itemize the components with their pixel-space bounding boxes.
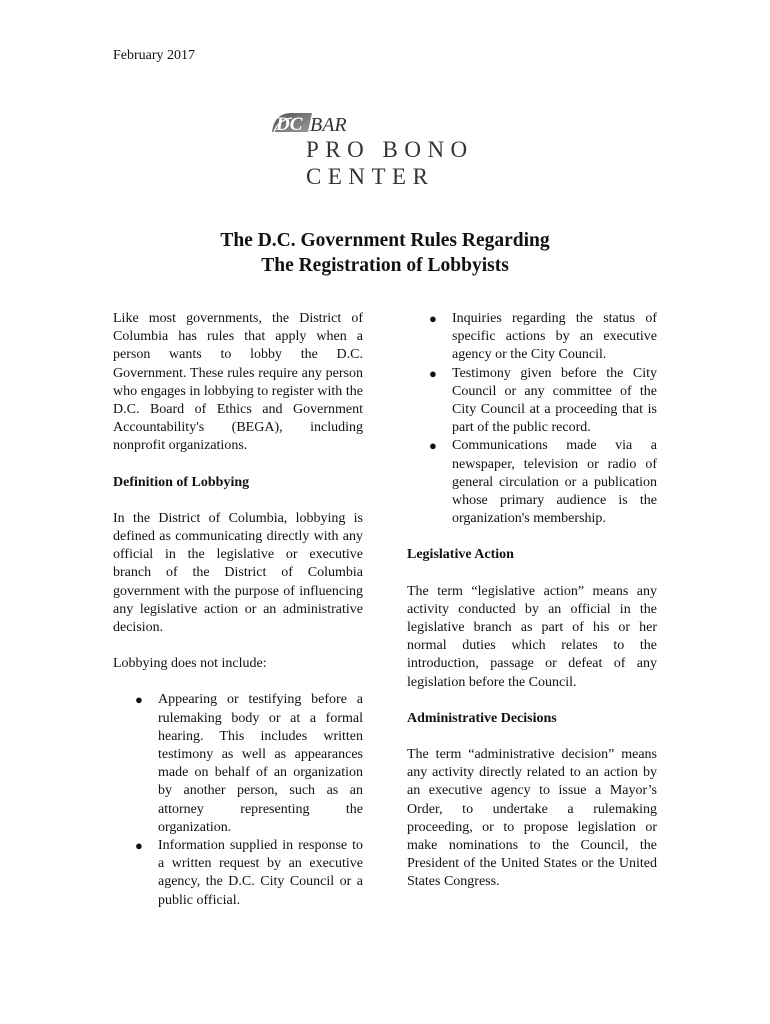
legislative-action-heading: Legislative Action bbox=[407, 547, 514, 563]
document-date: February 2017 bbox=[113, 48, 196, 63]
legislative-action-paragraph: The term “legislative action” means any activity conducted by an official in the legislative branch as part of his or her normal duties which relates to the introduction, passage or defeat of any legislation before the Council. bbox=[407, 583, 657, 690]
logo-line1: PRO BONO bbox=[306, 137, 474, 162]
definition-heading: Definition of Lobbying bbox=[113, 474, 250, 490]
list-item bbox=[407, 310, 657, 365]
intro-paragraph: Like most governments, the District of Columbia has rules that apply when a person wants to lobby the D.C. Government. These rules require any person who engages in lobbying to register with the D.C. Board of Ethics and Government Accountability's (BEGA), including nonprofit organizations. bbox=[113, 311, 363, 454]
left-column bbox=[113, 310, 363, 910]
list-item bbox=[113, 691, 363, 837]
logo-badge-suffix: BAR bbox=[310, 114, 347, 136]
title-line1: The D.C. Government Rules Regarding bbox=[220, 230, 550, 251]
administrative-decisions-heading: Administrative Decisions bbox=[407, 710, 557, 726]
bullet-icon: ● bbox=[429, 365, 437, 381]
right-column bbox=[407, 310, 657, 892]
logo-line2: CENTER bbox=[306, 164, 435, 189]
list-item-text: Inquiries regarding the status of specific actions by an executive agency or the City Council. bbox=[452, 311, 657, 363]
exclusions-list-continued bbox=[407, 310, 657, 528]
list-item bbox=[407, 437, 657, 528]
list-item bbox=[113, 837, 363, 910]
list-item-text: Information supplied in response to a written request by an executive agency, the D.C. City Council or a public official. bbox=[158, 838, 363, 908]
bullet-icon: ● bbox=[429, 311, 437, 326]
bullet-icon: ● bbox=[135, 838, 143, 854]
administrative-decisions-paragraph: The term “administrative decision” means any activity directly related to an action by an executive agency to issue a Mayor’s Order, to undertake a rulemaking proceeding, or to propose legislation or make nominations to the Council, the President of the United States or the United States Congress. bbox=[407, 747, 657, 890]
logo-badge-text: DC bbox=[276, 114, 303, 135]
bullet-icon: ● bbox=[429, 438, 437, 454]
dc-bar-pro-bono-center-logo bbox=[268, 110, 508, 190]
title-line2: The Registration of Lobbyists bbox=[261, 255, 509, 276]
document-title bbox=[0, 228, 770, 278]
list-item-text: Appearing or testifying before a rulemaking body or at a formal hearing. This includes written testimony as well as appearances made on behalf of an organization by another person, such as an attorney representing the organization. bbox=[158, 692, 363, 835]
definition-paragraph: In the District of Columbia, lobbying is defined as communicating directly with any official in the legislative or executive branch of the District of Columbia government with the purpose of influencing any legislative action or an administrative decision. bbox=[113, 510, 363, 636]
exclusions-intro: Lobbying does not include: bbox=[113, 656, 267, 672]
list-item-text: Communications made via a newspaper, television or radio of general circulation or a publication whose primary audience is the organization's membership. bbox=[452, 438, 657, 527]
list-item-text: Testimony given before the City Council or any committee of the City Council at a proceeding that is part of the public record. bbox=[452, 365, 657, 436]
bullet-icon: ● bbox=[135, 692, 143, 708]
list-item bbox=[407, 365, 657, 438]
exclusions-list bbox=[113, 691, 363, 909]
